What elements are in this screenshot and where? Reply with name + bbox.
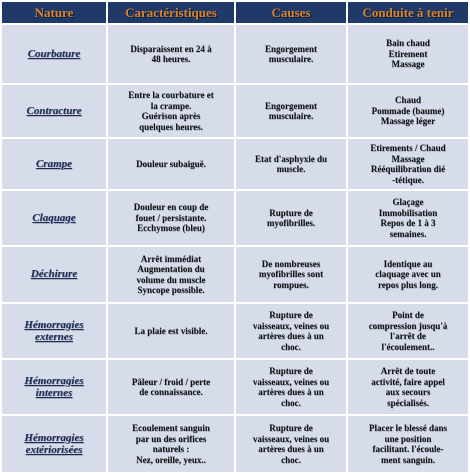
header-causes: Causes	[236, 2, 346, 23]
caracteristiques-cell: Pâleur / froid / perte de connaissance.	[108, 360, 234, 414]
caracteristiques-cell: Ecoulement sanguin par un des orifices naturels : Nez, oreille, yeux..	[108, 416, 234, 472]
table-row	[2, 191, 468, 245]
table-row	[2, 139, 468, 189]
table-row	[2, 304, 468, 358]
header-row	[2, 2, 468, 23]
caracteristiques-cell: Disparaissent en 24 à 48 heures.	[108, 25, 234, 83]
causes-cell: Engorgement musculaire.	[236, 25, 346, 83]
nature-cell: Hémorragies internes	[2, 360, 106, 414]
conduite-cell: Point de compression jusqu'à l'arrêt de l'écoulement..	[348, 304, 468, 358]
conduite-cell: Identique au claquage avec un repos plus long.	[348, 247, 468, 302]
nature-cell: Claquage	[2, 191, 106, 245]
nature-cell: Déchirure	[2, 247, 106, 302]
causes-cell: De nombreuses myofibrilles sont rompues.	[236, 247, 346, 302]
causes-cell: Engorgement musculaire.	[236, 85, 346, 137]
nature-cell: Contracture	[2, 85, 106, 137]
table-row	[2, 25, 468, 83]
nature-cell: Hémorragies extériorisées	[2, 416, 106, 472]
nature-cell: Crampe	[2, 139, 106, 189]
table-row	[2, 85, 468, 137]
causes-cell: Etat d'asphyxie du muscle.	[236, 139, 346, 189]
nature-cell: Hémorragies externes	[2, 304, 106, 358]
conduite-cell: Bain chaud Etirement Massage	[348, 25, 468, 83]
conduite-cell: Etirements / Chaud Massage Rééquilibration dié -tétique.	[348, 139, 468, 189]
header-caracteristiques: Caractéristiques	[108, 2, 234, 23]
causes-cell: Rupture de vaisseaux, veines ou artères dues à un choc.	[236, 304, 346, 358]
causes-cell: Rupture de vaisseaux, veines ou artères dues à un choc.	[236, 416, 346, 472]
conduite-cell: Arrêt de toute activité, faire appel aux secours spécialisés.	[348, 360, 468, 414]
causes-cell: Rupture de vaisseaux, veines ou artères dues à un choc.	[236, 360, 346, 414]
table-row	[2, 360, 468, 414]
conduite-cell: Chaud Pommade (baume) Massage léger	[348, 85, 468, 137]
causes-cell: Rupture de myofibrilles.	[236, 191, 346, 245]
header-nature: Nature	[2, 2, 106, 23]
caracteristiques-cell: Douleur subaiguë.	[108, 139, 234, 189]
header-conduite: Conduite à tenir	[348, 2, 468, 23]
caracteristiques-cell: Douleur en coup de fouet / persistante. Ecchymose (bleu)	[108, 191, 234, 245]
caracteristiques-cell: Arrêt immédiat Augmentation du volume du muscle Syncope possible.	[108, 247, 234, 302]
conduite-cell: Placer le blessé dans une position facilitant. l'écoule- ment sanguin.	[348, 416, 468, 472]
caracteristiques-cell: La plaie est visible.	[108, 304, 234, 358]
conduite-cell: Glaçage Immobilisation Repos de 1 à 3 semaines.	[348, 191, 468, 245]
nature-cell: Courbature	[2, 25, 106, 83]
caracteristiques-cell: Entre la courbature et la crampe. Guérison après quelques heures.	[108, 85, 234, 137]
table-row	[2, 247, 468, 302]
table-row	[2, 416, 468, 472]
